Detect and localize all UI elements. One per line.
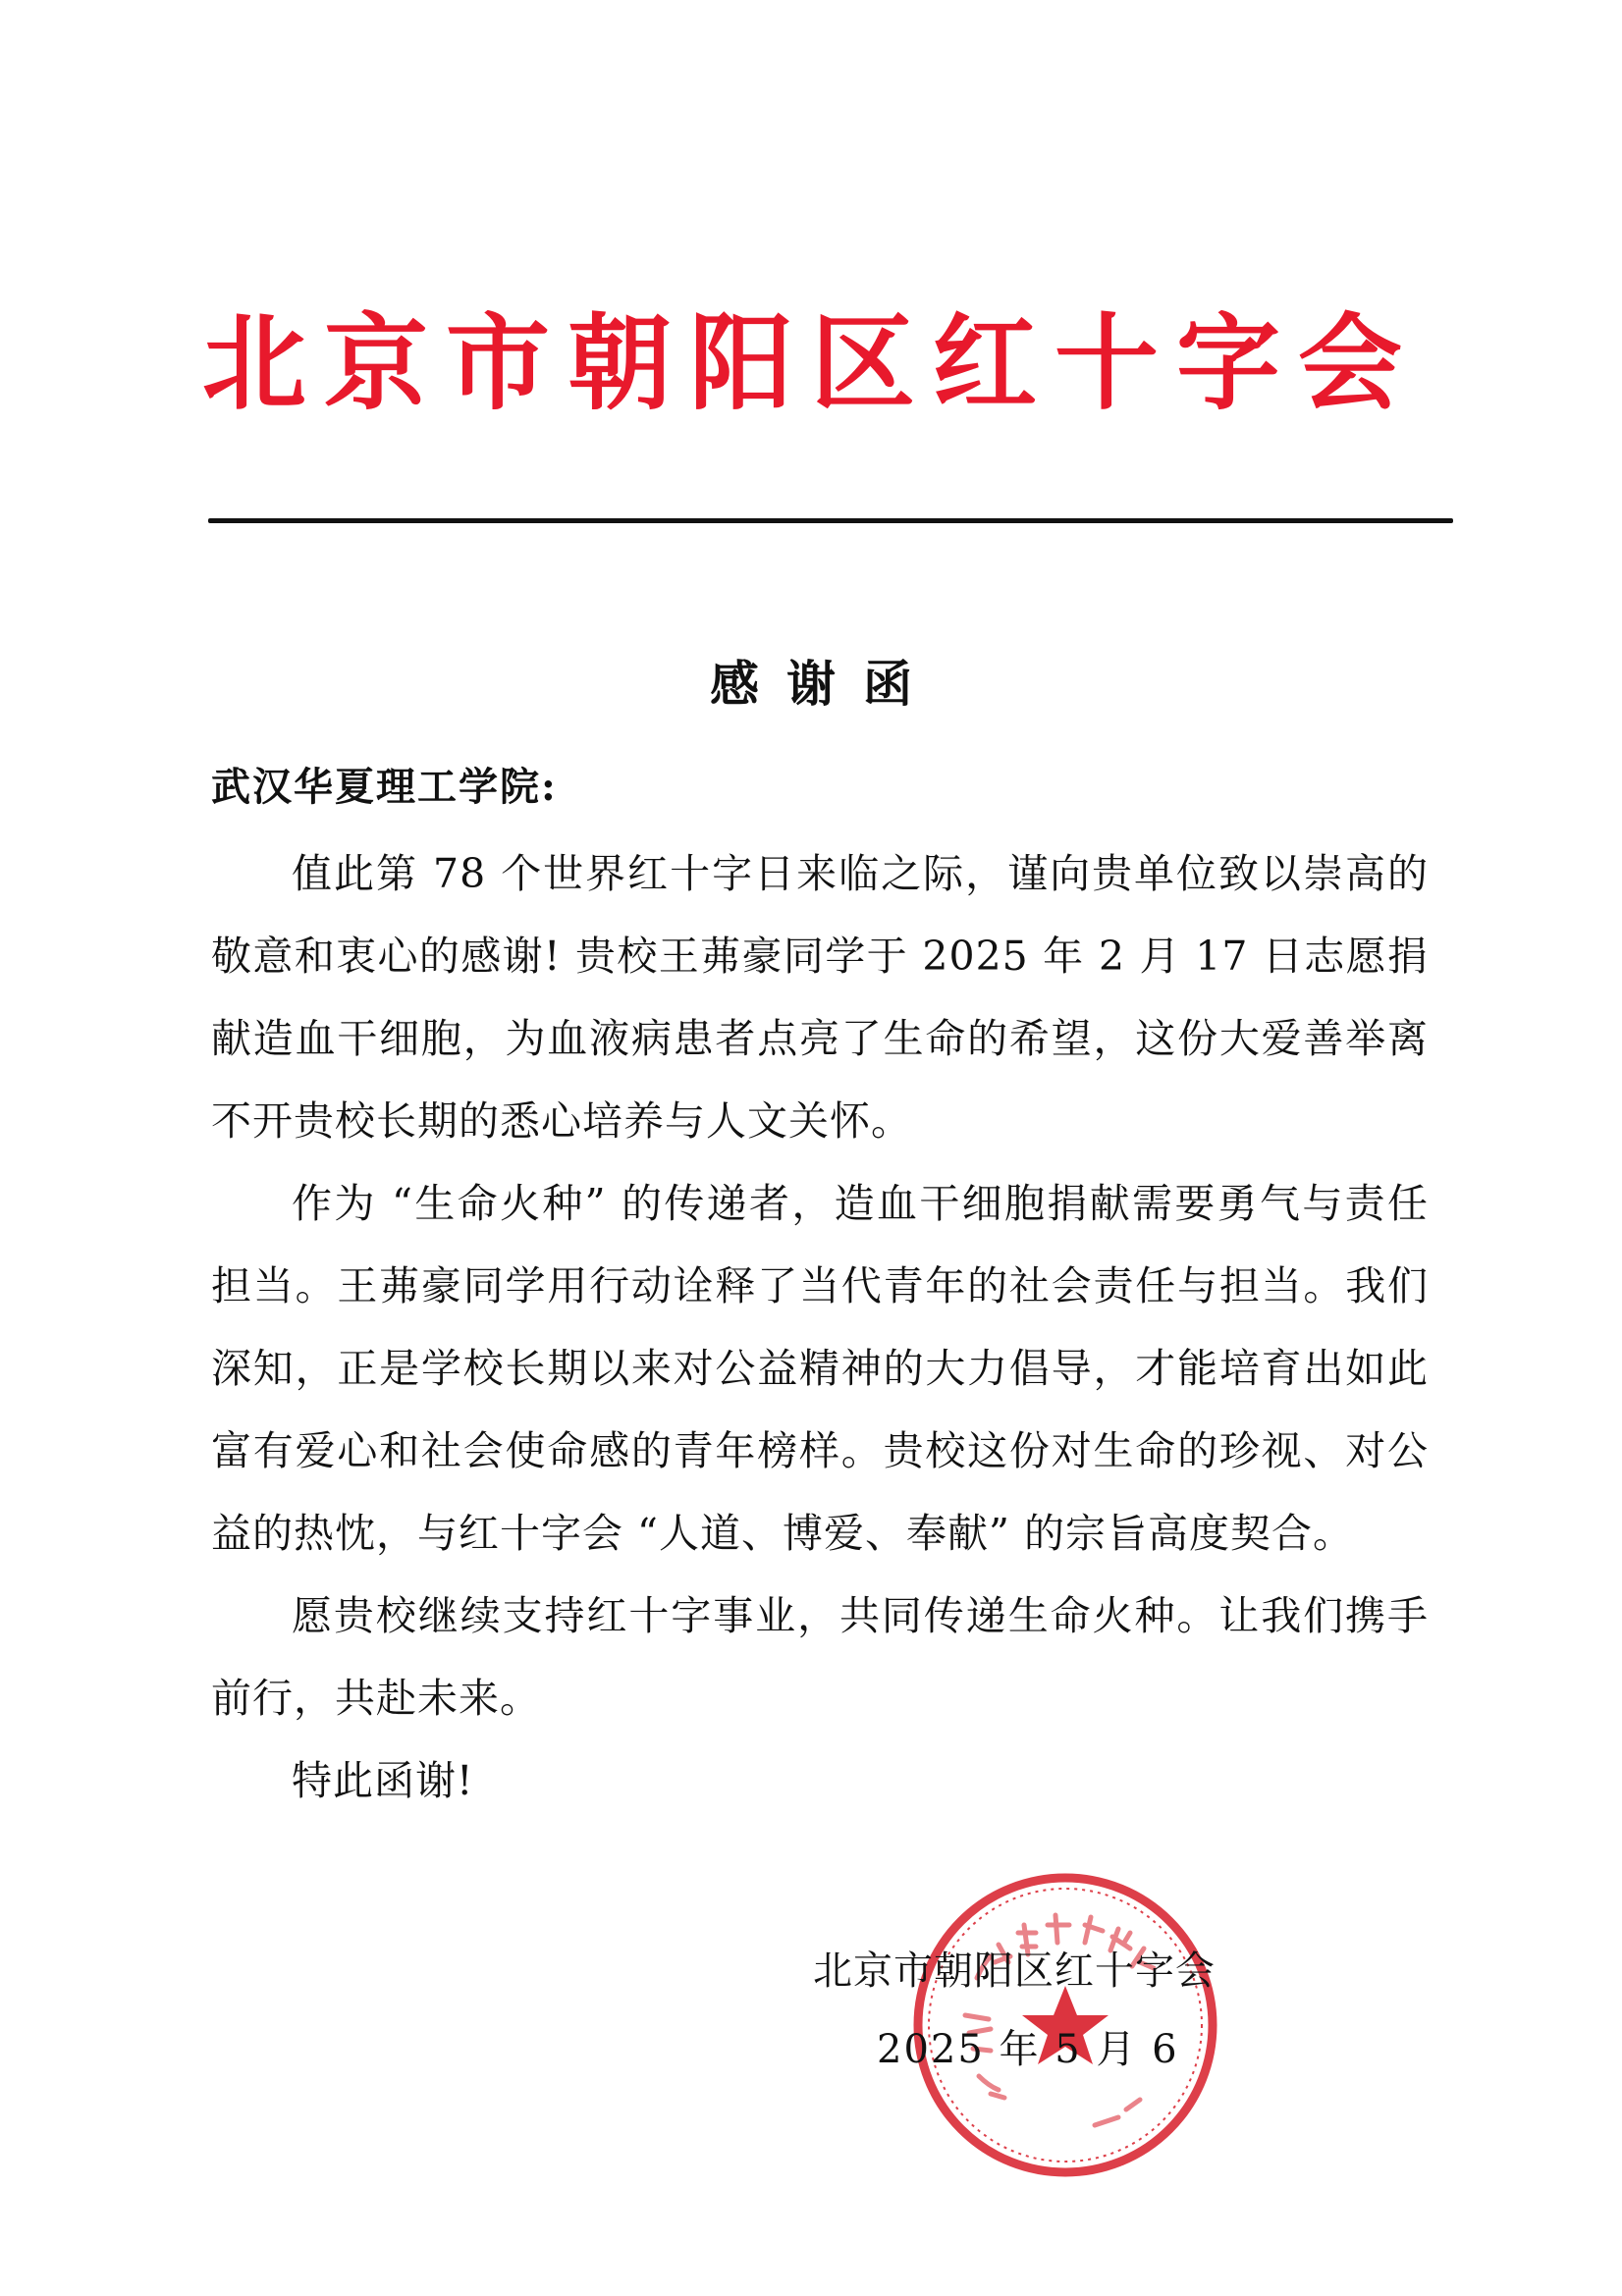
paragraph-2: 作为 “生命火种” 的传递者，造血干细胞捐献需要勇气与责任担当。王茀豪同学用行动诠释了当代青年的社会责任与担当。我们深知，正是学校长期以来对公益精神的大力倡导，才能培育出如此富有爱心和社会使命感的青年榜样。贵校这份对生命的珍视、对公益的热忱，与红十字会 “人道、博爱、奉献” 的宗旨高度契合。 xyxy=(211,1180,1429,1557)
paragraph-3: 愿贵校继续支持红十字事业，共同传递生命火种。让我们携手前行，共赴未来。 xyxy=(211,1592,1429,1722)
letter-body xyxy=(211,832,1429,1822)
signature-org: 北京市朝阳区红十字会 xyxy=(813,1949,1216,1994)
signature-date: 2025 年 5 月 6 xyxy=(877,2027,1179,2072)
letterhead-org-name: 北京市朝阳区红十字会 xyxy=(202,303,1420,424)
letterhead-divider xyxy=(208,518,1453,523)
page-title: 感谢函 xyxy=(710,655,940,713)
salutation: 武汉华夏理工学院: xyxy=(211,764,558,810)
closing-remark: 特此函谢! xyxy=(292,1757,474,1804)
official-seal-icon xyxy=(908,1868,1222,2182)
paragraph-1: 值此第 78 个世界红十字日来临之际，谨向贵单位致以崇高的敬意和衷心的感谢! 贵校王茀豪同学于 2025 年 2 月 17 日志愿捐献造血干细胞，为血液病患者点亮了生命的希望，这份大爱善举离不开贵校长期的悉心培养与人文关怀。 xyxy=(211,850,1429,1145)
